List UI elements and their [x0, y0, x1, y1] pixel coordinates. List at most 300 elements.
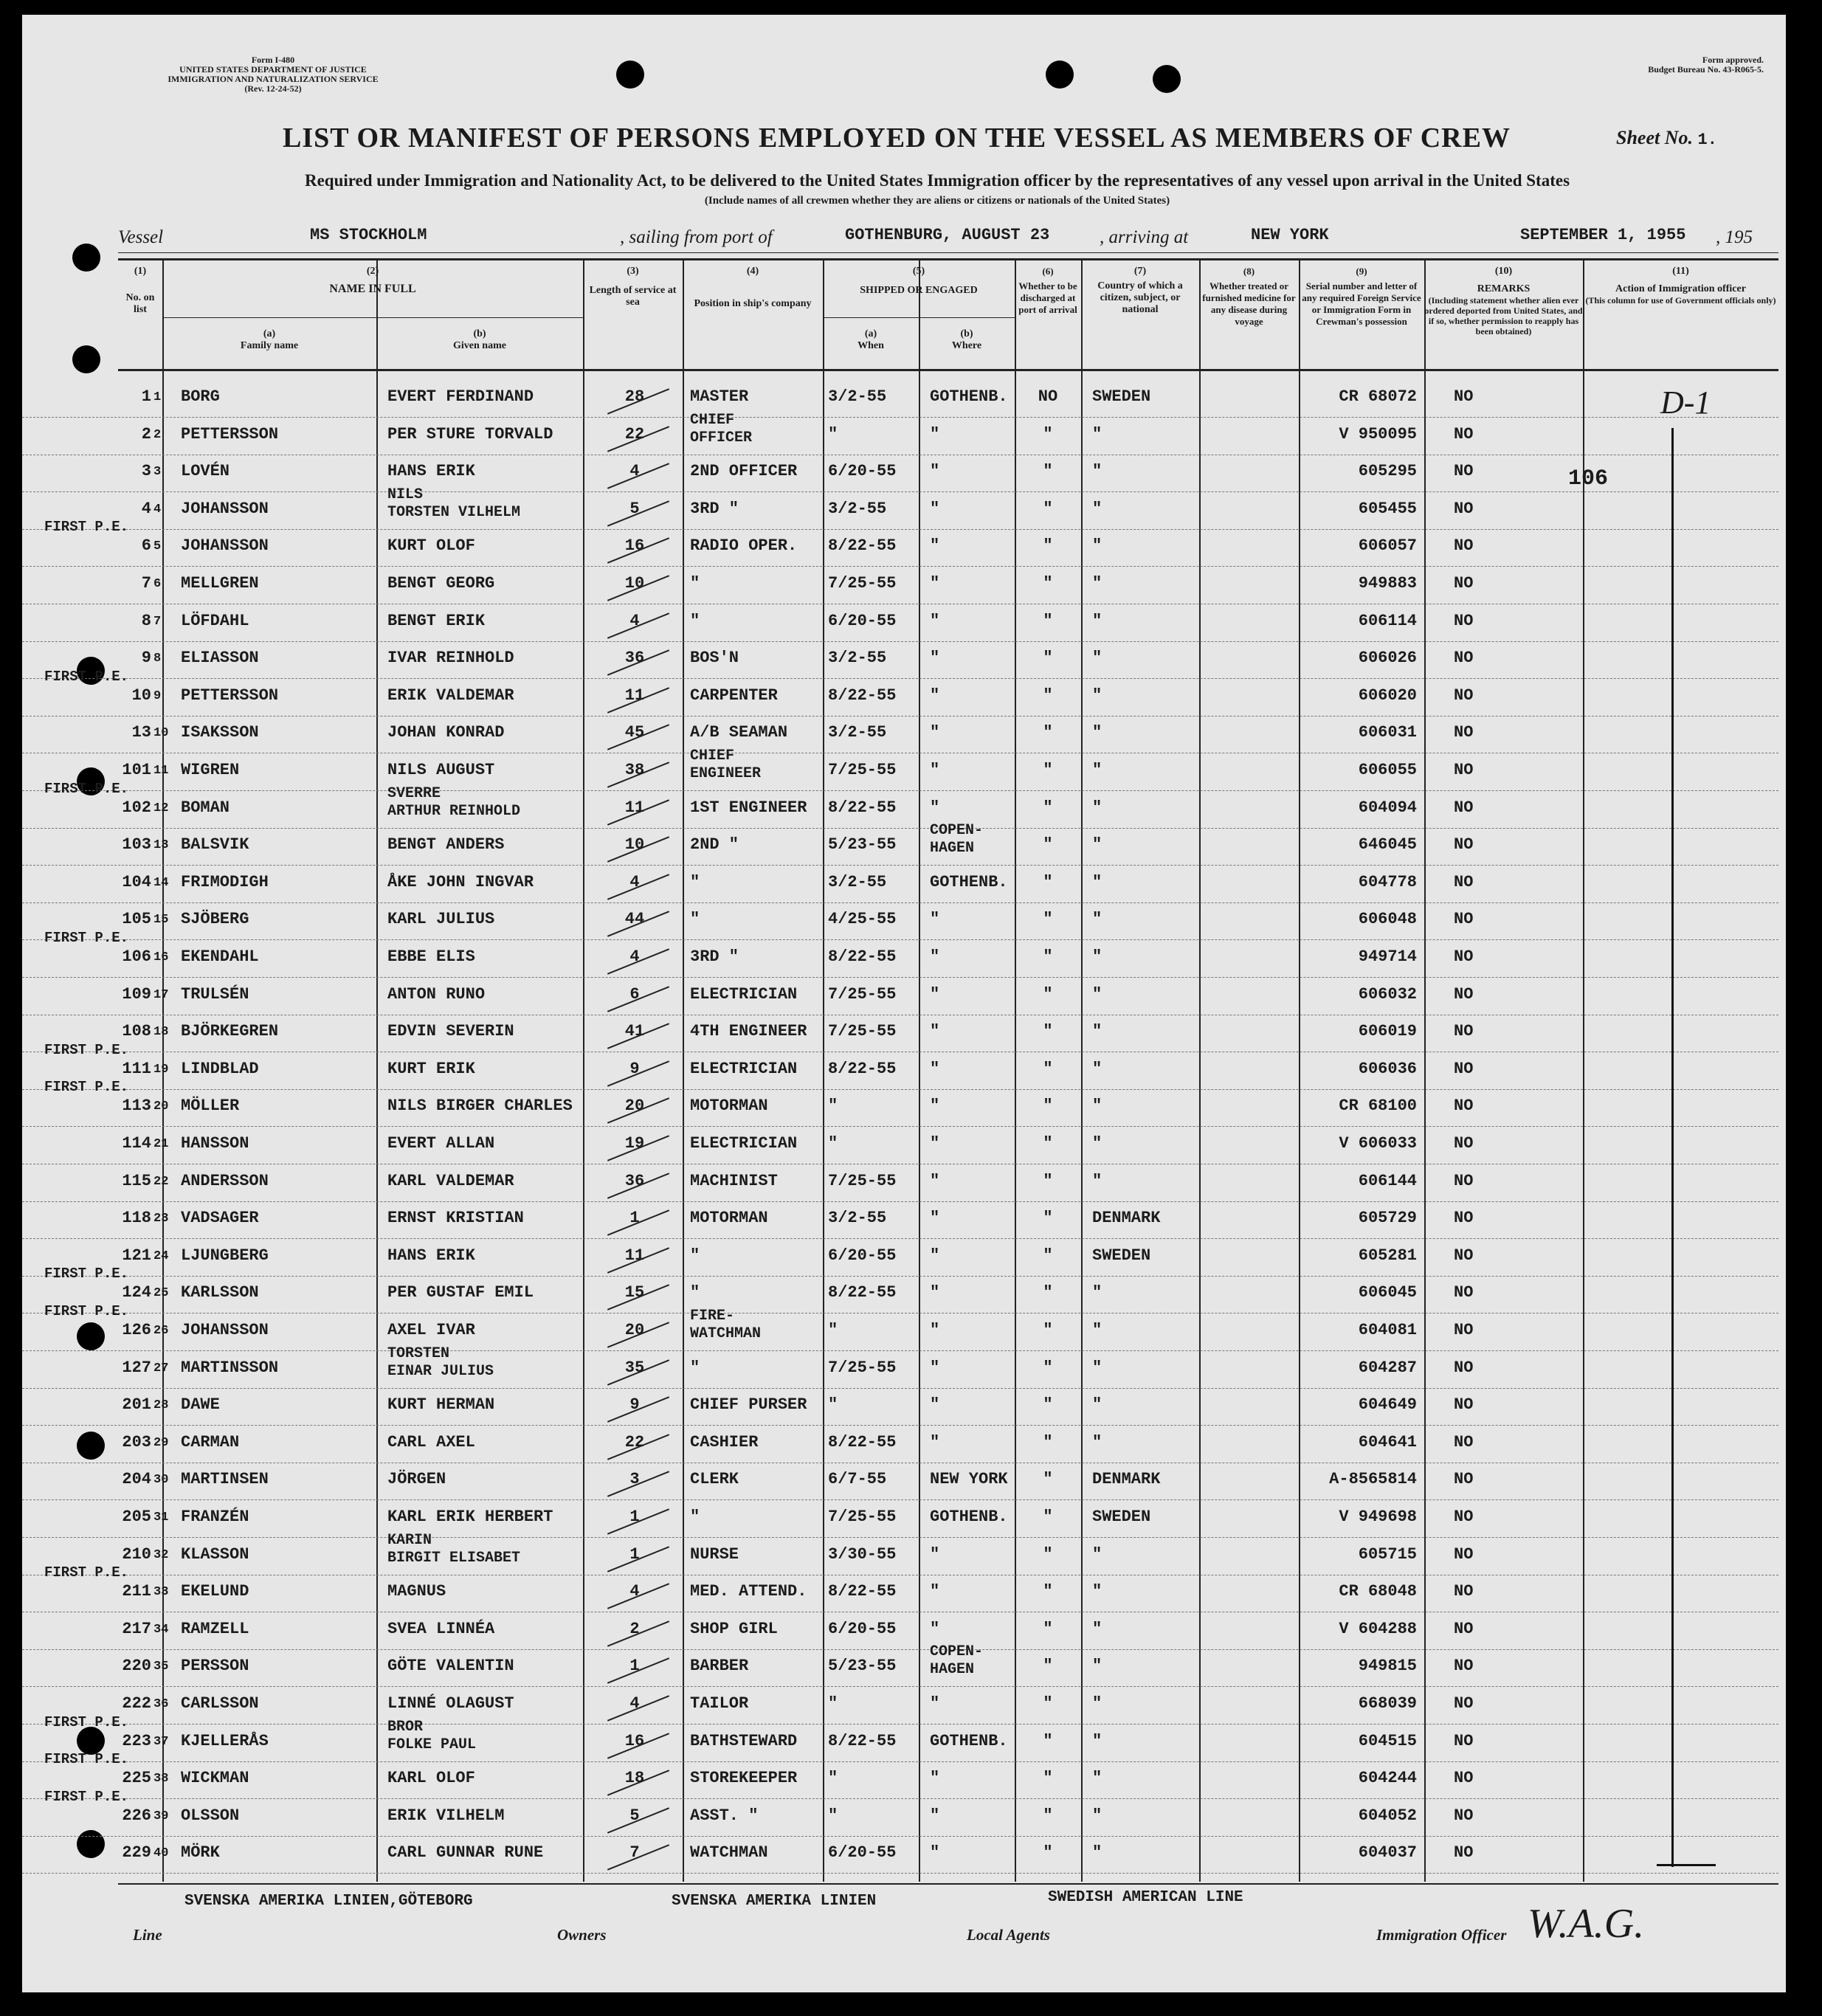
- cell-country-text: ": [1092, 984, 1102, 1004]
- cell-serial: [1306, 387, 1417, 406]
- cell-no-text: 25: [153, 1286, 169, 1301]
- cell-discharged-text: ": [1043, 872, 1053, 891]
- cell-family-text: TRULSÉN: [181, 984, 249, 1004]
- cell-when: [828, 1359, 896, 1377]
- cell-remarks-text: NO: [1454, 947, 1474, 966]
- cell-remarks-text: NO: [1454, 1731, 1474, 1750]
- cell-discharged: [1022, 574, 1074, 593]
- cell-remarks: [1454, 574, 1473, 593]
- header-medical: [1199, 266, 1299, 328]
- cell-remarks: [1454, 1246, 1473, 1265]
- year-suffix: , 195: [1716, 227, 1753, 247]
- cell-where: [930, 1545, 939, 1564]
- crew-row: [22, 567, 1778, 604]
- crew-row: [22, 748, 1778, 791]
- cell-no-text: 14: [153, 875, 169, 890]
- arriving-label: , arriving at: [1100, 227, 1189, 247]
- crew-row: [22, 1164, 1778, 1202]
- cell-no: [153, 1772, 176, 1786]
- cell-discharged: [1022, 1097, 1074, 1115]
- cell-family: [181, 387, 220, 406]
- crew-row: [22, 1239, 1778, 1277]
- cell-hn-text: 114: [122, 1134, 151, 1153]
- cell-service-text: 4: [629, 462, 640, 481]
- cell-position-text: ELECTRICIAN: [690, 1134, 798, 1153]
- cell-no: [153, 503, 176, 517]
- cell-no-text: 5: [153, 539, 162, 554]
- cell-position: [690, 412, 752, 447]
- cell-country: [1092, 574, 1102, 593]
- cell-when: [828, 985, 896, 1004]
- cell-given-text: KURT HERMAN: [387, 1395, 495, 1415]
- header-no-on-list: [118, 266, 162, 316]
- cell-given: [387, 835, 504, 854]
- cell-family-text: JOHANSSON: [181, 499, 269, 518]
- cell-family: [181, 1657, 249, 1675]
- cell-where: [930, 1246, 939, 1265]
- cell-serial-text: 604778: [1358, 872, 1417, 891]
- cell-remarks: [1454, 1022, 1473, 1040]
- cell-given-text: MAGNUS: [387, 1582, 446, 1601]
- cell-position-text: SHOP GIRL: [690, 1619, 778, 1638]
- first-pe-note: FIRST P.E.: [44, 1079, 129, 1096]
- header-family-name: [162, 328, 376, 352]
- cell-serial-text: 949815: [1358, 1657, 1417, 1676]
- cell-where-text: ": [930, 462, 940, 481]
- cell-when-text: 6/7-55: [828, 1470, 887, 1489]
- cell-country-text: ": [1092, 1283, 1102, 1302]
- cell-when: [828, 1545, 896, 1564]
- cell-country: [1092, 835, 1102, 854]
- cell-when-text: 6/20-55: [828, 462, 897, 481]
- cell-country-text: ": [1092, 611, 1102, 630]
- cell-no-text: 24: [153, 1249, 169, 1263]
- column-number: (3): [627, 266, 639, 277]
- cell-given-text: ÅKE JOHN INGVAR: [387, 872, 534, 891]
- cell-serial-text: 604052: [1358, 1806, 1417, 1825]
- cell-given: [387, 425, 553, 443]
- cell-when: [828, 761, 896, 779]
- cell-given-text: BROR: [387, 1718, 424, 1736]
- cell-serial-text: V 949698: [1339, 1508, 1417, 1526]
- cell-when-text: 8/22-55: [828, 798, 897, 817]
- cell-hn-text: 124: [122, 1283, 151, 1302]
- cell-discharged: [1022, 798, 1074, 817]
- cell-serial: [1306, 1470, 1417, 1488]
- cell-serial-text: A-8565814: [1329, 1470, 1417, 1489]
- cell-when: [828, 425, 838, 443]
- cell-family-text: KLASSON: [181, 1544, 249, 1564]
- header-name-in-full: [162, 266, 583, 295]
- cell-no-text: 23: [153, 1212, 169, 1226]
- cell-position: [690, 1657, 748, 1675]
- cell-country: [1092, 387, 1150, 406]
- cell-hn: [100, 1172, 151, 1190]
- cell-discharged: [1022, 723, 1074, 742]
- cell-when-text: 8/22-55: [828, 536, 897, 556]
- page-title: LIST OR MANIFEST OF PERSONS EMPLOYED ON THE VESSEL AS MEMBERS OF CREW: [283, 122, 1511, 153]
- crew-row: [22, 978, 1778, 1015]
- cell-country-text: ": [1092, 1694, 1102, 1713]
- crew-row: [22, 866, 1778, 903]
- crew-row: [22, 486, 1778, 530]
- cell-country-text: ": [1092, 462, 1102, 481]
- cell-given-text: KARL JULIUS: [387, 910, 495, 929]
- cell-hn-text: 105: [122, 910, 151, 929]
- column-number: (a): [263, 328, 276, 339]
- cell-family: [181, 1022, 278, 1040]
- cell-remarks: [1454, 761, 1473, 779]
- crew-row: [22, 1127, 1778, 1164]
- cell-position: [690, 748, 761, 783]
- cell-country: [1092, 1620, 1102, 1638]
- cell-no-text: 37: [153, 1734, 169, 1749]
- cell-no: [153, 1660, 176, 1674]
- cell-no: [153, 1735, 176, 1749]
- cell-no: [153, 1623, 176, 1637]
- cell-position: [690, 1545, 739, 1564]
- cell-serial-text: 604037: [1358, 1843, 1417, 1863]
- cell-when: [828, 1620, 896, 1638]
- cell-given-text: ERNST KRISTIAN: [387, 1209, 524, 1228]
- cell-no: [153, 950, 176, 964]
- cell-hn-text: 7: [141, 574, 151, 593]
- cell-family: [181, 723, 259, 742]
- cell-country-text: DENMARK: [1092, 1470, 1161, 1489]
- action-annotation: D-1: [1660, 384, 1711, 421]
- cell-hn: [100, 1246, 151, 1265]
- cell-country-text: ": [1092, 1657, 1102, 1676]
- cell-when-text: 3/2-55: [828, 499, 887, 518]
- cell-given: [387, 1060, 475, 1078]
- cell-discharged: [1022, 1769, 1074, 1787]
- cell-discharged-text: ": [1043, 1395, 1053, 1415]
- column-number: (a): [864, 328, 877, 339]
- header-discharged: [1015, 266, 1081, 316]
- cell-hn: [100, 1060, 151, 1078]
- cell-hn: [100, 1582, 151, 1601]
- cell-no-text: 22: [153, 1174, 169, 1189]
- cell-serial-text: 605455: [1358, 499, 1417, 518]
- cell-hn: [100, 1545, 151, 1564]
- cell-when-text: 3/2-55: [828, 387, 887, 406]
- cell-country: [1092, 1545, 1102, 1564]
- cell-country-text: ": [1092, 1544, 1102, 1564]
- column-title: Where: [951, 340, 982, 351]
- column-title: When: [857, 340, 884, 351]
- cell-no-text: 28: [153, 1398, 169, 1413]
- cell-given-text: TORSTEN: [387, 1344, 450, 1362]
- cell-discharged-text: ": [1043, 1246, 1053, 1265]
- cell-position: [690, 1694, 748, 1713]
- cell-when: [828, 1321, 838, 1339]
- cell-discharged: [1022, 1508, 1074, 1526]
- cell-given: [387, 985, 485, 1004]
- cell-hn: [100, 536, 151, 555]
- crew-row: [22, 380, 1778, 418]
- line-label: Line: [133, 1926, 162, 1944]
- column-number: (7): [1133, 266, 1147, 277]
- cell-hn: [100, 835, 151, 854]
- column-title: Whether to be discharged at port of arrival: [1018, 280, 1077, 315]
- cell-remarks-text: NO: [1454, 1694, 1474, 1713]
- cell-country-text: ": [1092, 835, 1102, 855]
- header-country: [1081, 266, 1199, 316]
- cell-family-text: LINDBLAD: [181, 1059, 259, 1078]
- crew-row: [22, 604, 1778, 642]
- cell-where: [930, 1359, 939, 1377]
- cell-where: [930, 1209, 939, 1227]
- action-bracket-end: [1657, 1864, 1716, 1866]
- local-agents-value: SWEDISH AMERICAN LINE: [1048, 1889, 1243, 1906]
- cell-position2-text: WATCHMAN: [690, 1325, 762, 1342]
- cell-position-text: CHIEF PURSER: [690, 1395, 807, 1415]
- cell-discharged: [1022, 1209, 1074, 1227]
- cell-family: [181, 462, 230, 480]
- cell-country: [1092, 1843, 1102, 1862]
- cell-given: [387, 1806, 504, 1825]
- cell-when: [828, 686, 896, 705]
- cell-position: [690, 947, 739, 966]
- cell-given: [387, 1246, 475, 1265]
- cell-where: [930, 1806, 939, 1825]
- cell-position-text: ": [690, 872, 700, 891]
- cell-given-text: PER STURE TORVALD: [387, 424, 553, 443]
- cell-service-text: 16: [624, 1731, 645, 1750]
- cell-position: [690, 910, 700, 928]
- cell-where: [930, 1060, 939, 1078]
- crew-row: [22, 1079, 1778, 1127]
- cell-no-text: 27: [153, 1361, 169, 1375]
- cell-remarks-text: NO: [1454, 1657, 1474, 1676]
- first-pe-note: FIRST P.E.: [44, 1751, 129, 1768]
- cell-discharged: [1022, 910, 1074, 928]
- cell-discharged-text: ": [1043, 1657, 1053, 1676]
- crew-row: [22, 641, 1778, 679]
- cell-where-text: ": [930, 798, 940, 817]
- cell-hn-text: 205: [122, 1508, 151, 1526]
- form-approval: [1648, 55, 1764, 75]
- cell-service-text: 1: [629, 1209, 640, 1228]
- cell-when-text: 6/20-55: [828, 1246, 897, 1265]
- cell-hn-text: 1: [141, 387, 151, 406]
- cell-family: [181, 1694, 259, 1713]
- cell-when: [828, 1806, 838, 1825]
- cell-family-text: CARMAN: [181, 1432, 240, 1451]
- cell-discharged: [1022, 985, 1074, 1004]
- cell-service-text: 1: [629, 1657, 640, 1676]
- cell-remarks-text: NO: [1454, 1806, 1474, 1825]
- cell-family-text: BORG: [181, 387, 220, 406]
- cell-no-text: 40: [153, 1846, 169, 1861]
- cell-where-text: COPEN-: [930, 822, 984, 840]
- cell-remarks-text: NO: [1454, 761, 1474, 779]
- cell-service-text: 19: [624, 1134, 645, 1153]
- departure-port: GOTHENBURG, AUGUST 23: [845, 226, 1050, 244]
- cell-when-text: ": [828, 1395, 838, 1415]
- cell-serial-text: 646045: [1358, 835, 1417, 855]
- cell-given-text: KARL OLOF: [387, 1769, 475, 1788]
- column-note: (Including statement whether alien ever ordered deported from United States, and if so, whether permission to reapply has been obtained): [1424, 295, 1583, 336]
- cell-position: [690, 574, 700, 593]
- cell-position-text: A/B SEAMAN: [690, 723, 788, 742]
- cell-discharged: [1022, 1843, 1074, 1862]
- cell-remarks-text: NO: [1454, 1470, 1474, 1489]
- cell-given: [387, 1508, 553, 1526]
- cell-serial-text: 604515: [1358, 1731, 1417, 1750]
- crew-row: [22, 930, 1778, 978]
- cell-country: [1092, 1283, 1102, 1302]
- cell-serial: [1306, 425, 1417, 443]
- cell-serial: [1306, 1246, 1417, 1265]
- cell-country: [1092, 723, 1102, 742]
- cell-no: [153, 1511, 176, 1525]
- cell-serial: [1306, 1283, 1417, 1302]
- cell-hn: [100, 425, 151, 443]
- cell-remarks-text: NO: [1454, 984, 1474, 1004]
- cell-serial-text: 606019: [1358, 1022, 1417, 1041]
- cell-where-text: ": [930, 499, 940, 518]
- cell-country-text: ": [1092, 1059, 1102, 1078]
- first-pe-note: FIRST P.E.: [44, 1266, 129, 1283]
- cell-when: [828, 500, 886, 518]
- cell-position: [690, 1732, 797, 1750]
- cell-given-text: BENGT GEORG: [387, 574, 495, 593]
- cell-serial-text: V 604288: [1339, 1619, 1417, 1638]
- cell-discharged-text: ": [1043, 910, 1053, 929]
- cell-no: [153, 577, 176, 591]
- cell-position: [690, 1246, 700, 1265]
- cell-country-text: ": [1092, 1432, 1102, 1451]
- cell-service-text: 38: [624, 761, 645, 779]
- cell-country-text: ": [1092, 424, 1102, 443]
- cell-family-text: EKENDAHL: [181, 947, 259, 966]
- cell-hn: [100, 1470, 151, 1488]
- punch-hole: [1046, 61, 1074, 89]
- cell-serial: [1306, 1359, 1417, 1377]
- cell-given-text: BENGT ERIK: [387, 611, 486, 630]
- cell-no: [153, 390, 176, 404]
- crew-row: [22, 1426, 1778, 1463]
- cell-country: [1092, 1769, 1102, 1787]
- cell-when-text: 8/22-55: [828, 947, 897, 966]
- cell-family-text: KARLSSON: [181, 1283, 259, 1302]
- cell-remarks: [1454, 723, 1473, 742]
- cell-when-text: 8/22-55: [828, 686, 897, 705]
- cell-service-text: 11: [624, 798, 645, 817]
- cell-given-text: CARL AXEL: [387, 1432, 475, 1451]
- cell-hn-text: 115: [122, 1171, 151, 1190]
- cell-position-text: MOTORMAN: [690, 1097, 768, 1116]
- cell-position-text: CLERK: [690, 1470, 739, 1489]
- cell-serial: [1306, 1732, 1417, 1750]
- column-title: NAME IN FULL: [329, 283, 416, 295]
- cell-position: [690, 1470, 739, 1488]
- cell-where: [930, 1022, 939, 1040]
- crew-row: [22, 780, 1778, 829]
- cell-discharged-text: ": [1043, 1843, 1053, 1863]
- cell-given-text: KARL ERIK HERBERT: [387, 1508, 553, 1526]
- cell-where-text: ": [930, 1582, 940, 1601]
- cell-remarks: [1454, 1545, 1473, 1564]
- cell-country-text: ": [1092, 686, 1102, 705]
- cell-remarks-text: NO: [1454, 1508, 1474, 1526]
- crew-row: [22, 1788, 1778, 1837]
- cell-hn-text: 109: [122, 984, 151, 1004]
- cell-when: [828, 723, 886, 742]
- cell-where: [930, 1470, 1008, 1488]
- cell-where: [930, 910, 939, 928]
- cell-serial-text: 606055: [1358, 761, 1417, 779]
- cell-service-text: 1: [629, 1508, 640, 1526]
- cell-no-text: 18: [153, 1025, 169, 1040]
- cell-discharged: [1022, 462, 1074, 480]
- column-number: (b): [960, 328, 973, 339]
- column-number: (2): [366, 266, 379, 277]
- cell-family-text: JOHANSSON: [181, 1321, 269, 1339]
- cell-remarks-text: NO: [1454, 1171, 1474, 1190]
- cell-family: [181, 536, 269, 555]
- cell-hn-text: 3: [141, 462, 151, 481]
- cell-remarks-text: NO: [1454, 649, 1474, 668]
- crew-row: [22, 716, 1778, 753]
- header-length-of-service: [583, 266, 683, 308]
- cell-service-text: 7: [629, 1843, 640, 1863]
- cell-no: [153, 876, 176, 890]
- cell-serial: [1306, 612, 1417, 630]
- cell-service-text: 22: [624, 1432, 645, 1451]
- cell-serial-text: 949883: [1358, 574, 1417, 593]
- cell-service-text: 5: [629, 499, 640, 518]
- cell-given: [387, 947, 475, 966]
- cell-serial-text: 606036: [1358, 1059, 1417, 1078]
- cell-serial: [1306, 723, 1417, 742]
- subtitle: Required under Immigration and Nationality Act, to be delivered to the United States Immigration officer by the representatives of any vessel upon arrival in the United States: [304, 171, 1570, 190]
- crew-row: [22, 1303, 1778, 1351]
- cell-country: [1092, 1694, 1102, 1713]
- cell-where: [930, 873, 1008, 891]
- cell-hn: [100, 1022, 151, 1040]
- cell-hn: [100, 1209, 151, 1227]
- cell-given: [387, 1395, 494, 1414]
- cell-discharged-text: ": [1043, 462, 1053, 481]
- cell-remarks-text: NO: [1454, 1209, 1474, 1228]
- cell-when-text: 6/20-55: [828, 1843, 897, 1863]
- cell-when-text: 6/20-55: [828, 611, 897, 630]
- cell-remarks: [1454, 387, 1473, 406]
- cell-no: [153, 1063, 176, 1077]
- cell-serial: [1306, 1843, 1417, 1862]
- cell-country-text: SWEDEN: [1092, 387, 1151, 406]
- column-number: (6): [1042, 266, 1054, 277]
- cell-given-text: ERIK VALDEMAR: [387, 686, 514, 705]
- cell-no: [153, 1100, 176, 1114]
- cell-remarks: [1454, 798, 1473, 817]
- cell-discharged: [1022, 1433, 1074, 1451]
- cell-no-text: 29: [153, 1435, 169, 1450]
- cell-remarks: [1454, 462, 1473, 480]
- cell-when: [828, 798, 896, 817]
- cell-no-text: 7: [153, 614, 162, 629]
- cell-service-text: 44: [624, 910, 645, 929]
- cell-country: [1092, 910, 1102, 928]
- cell-discharged: [1022, 1657, 1074, 1675]
- cell-no-text: 4: [153, 502, 162, 517]
- cell-country: [1092, 686, 1102, 705]
- cell-given-text: EVERT FERDINAND: [387, 387, 534, 406]
- cell-no-text: 39: [153, 1809, 169, 1823]
- cell-hn: [100, 686, 151, 705]
